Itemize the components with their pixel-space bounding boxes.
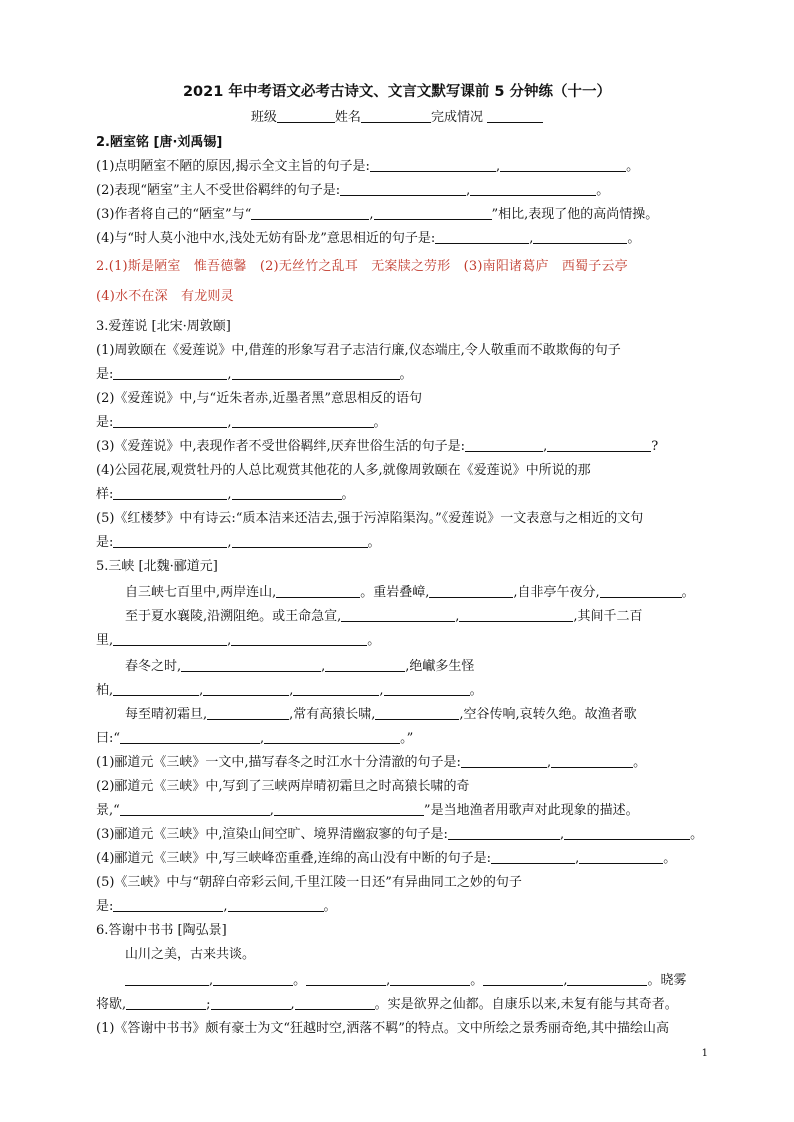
student-info-line <box>0 106 794 125</box>
answer-blank[interactable] <box>600 584 682 598</box>
answer-blank[interactable] <box>113 898 223 912</box>
answer-blank[interactable] <box>390 972 470 986</box>
question-line: (3)作者将自己的“陋室”与“ , ”相比,表现了他的高尚情操。 <box>96 207 659 222</box>
answer-blank[interactable] <box>231 632 367 646</box>
answer-blank[interactable] <box>207 706 289 720</box>
answer-blank[interactable] <box>429 584 513 598</box>
question-line: (5)《红楼梦》中有诗云:“质本洁来还洁去,强于污淖陷渠沟。”《爱莲说》一文表意与之相近的文句 <box>96 511 644 526</box>
answer-blank[interactable] <box>213 972 293 986</box>
name-label: 姓名 <box>334 110 361 125</box>
question-line: 样: , 。 <box>96 487 355 502</box>
answer-blank[interactable] <box>120 802 270 816</box>
passage-line: 柏, , , , 。 <box>96 683 483 698</box>
answer-blank[interactable] <box>579 850 663 864</box>
answer-blank[interactable] <box>293 682 379 696</box>
question-line: (5)《三峡》中与“朝辞白帝彩云间,千里江陵一日还”有异曲同工之妙的句子 <box>96 875 522 890</box>
answer-blank[interactable] <box>341 608 455 622</box>
answer-blank[interactable] <box>435 230 529 244</box>
answer-blank[interactable] <box>113 534 227 548</box>
answer-blank[interactable] <box>567 972 647 986</box>
class-label: 班级 <box>250 110 277 125</box>
answer-blank[interactable] <box>113 486 227 500</box>
answer-blank[interactable] <box>113 414 227 428</box>
question-line: 是: , 。 <box>96 415 387 430</box>
question-line: 是: , 。 <box>96 899 337 914</box>
question-line: (2)表现“陋室”主人不受世俗羁绊的句子是: , 。 <box>96 183 610 198</box>
name-blank[interactable] <box>361 109 431 123</box>
answer-blank[interactable] <box>325 658 405 672</box>
question-line: 是: , 。 <box>96 535 381 550</box>
question-line: (4)与“时人莫小池中水,浅处无妨有卧龙”意思相近的句子是: , 。 <box>96 231 641 246</box>
answer-key-line: (4)水不在深 有龙则灵 <box>96 289 234 304</box>
page-number: 1 <box>701 1048 708 1059</box>
section-heading: 3.爱莲说 [北宋·周敦颐] <box>96 319 231 334</box>
answer-blank[interactable] <box>274 802 424 816</box>
question-line: (3)郦道元《三峡》中,渲染山间空旷、境界清幽寂寥的句子是: , 。 <box>96 827 704 842</box>
passage-line: 曰:“ , 。” <box>96 731 414 746</box>
question-line: (1)周敦颐在《爱莲说》中,借莲的形象写君子志洁行廉,仪态端庄,令人敬重而不敢欺侮的句子 <box>96 343 621 358</box>
answer-blank[interactable] <box>470 182 596 196</box>
section-heading: 2.陋室铭 [唐·刘禹锡] <box>96 135 223 150</box>
answer-blank[interactable] <box>547 438 651 452</box>
answer-blank[interactable] <box>181 658 321 672</box>
status-label: 完成情况 <box>430 110 483 125</box>
answer-blank[interactable] <box>374 206 492 220</box>
question-line: (2)《爱莲说》中,与“近朱者赤,近墨者黑”意思相反的语句 <box>96 391 422 406</box>
answer-blank[interactable] <box>340 182 466 196</box>
answer-blank[interactable] <box>465 438 543 452</box>
question-line: 景,“ , ”是当地渔者用歌声对此现象的描述。 <box>96 803 639 818</box>
answer-blank[interactable] <box>113 632 227 646</box>
answer-blank[interactable] <box>113 366 227 380</box>
passage-line: 里, , 。 <box>96 633 381 648</box>
passage-line: , 。 , 。 , 。晓雾 <box>125 972 712 990</box>
passage-line: 春冬之时, , ,绝𪩘多生怪 <box>125 659 475 674</box>
answer-blank[interactable] <box>228 898 324 912</box>
answer-blank[interactable] <box>113 682 199 696</box>
question-line: 是: , 。 <box>96 367 413 382</box>
status-blank[interactable] <box>487 109 543 123</box>
answer-blank[interactable] <box>232 414 374 428</box>
question-line: (1)点明陋室不陋的原因,揭示全文主旨的句子是: , 。 <box>96 159 640 174</box>
question-line: (3)《爱莲说》中,表现作者不受世俗羁绊,厌弃世俗生活的句子是: , ? <box>96 439 659 454</box>
answer-blank[interactable] <box>251 206 369 220</box>
answer-blank[interactable] <box>306 972 386 986</box>
question-line: (1)郦道元《三峡》一文中,描写春冬之时江水十分清澈的句子是: , 。 <box>96 755 647 770</box>
answer-blank[interactable] <box>126 996 206 1010</box>
answer-blank[interactable] <box>120 730 260 744</box>
answer-blank[interactable] <box>459 608 573 622</box>
answer-blank[interactable] <box>211 996 291 1010</box>
answer-blank[interactable] <box>491 850 575 864</box>
section-heading: 6.答谢中书书 [陶弘景] <box>96 923 227 938</box>
passage-line: 山川之美，古来共谈。 <box>125 947 256 962</box>
answer-blank[interactable] <box>295 996 375 1010</box>
answer-blank[interactable] <box>448 826 560 840</box>
question-line: (2)郦道元《三峡》中,写到了三峡两岸晴初霜旦之时高猿长啸的奇 <box>96 779 470 794</box>
passage-line: 自三峡七百里中,两岸连山, 。重岩叠嶂, ,自非亭午夜分, 。 <box>125 585 695 600</box>
page-title: 2021 年中考语文必考古诗文、文言文默写课前 5 分钟练（十一） <box>182 84 612 100</box>
answer-blank[interactable] <box>264 730 400 744</box>
answer-blank[interactable] <box>232 366 400 380</box>
answer-blank[interactable] <box>203 682 289 696</box>
answer-blank[interactable] <box>384 682 470 696</box>
answer-blank[interactable] <box>125 972 209 986</box>
answer-blank[interactable] <box>551 754 633 768</box>
answer-blank[interactable] <box>500 158 626 172</box>
question-line: (4)郦道元《三峡》中,写三峡峰峦重叠,连绵的高山没有中断的句子是: , 。 <box>96 851 677 866</box>
passage-line: 每至晴初霜旦, ,常有高猿长啸, ,空谷传响,哀转久绝。故渔者歌 <box>125 707 637 722</box>
answer-blank[interactable] <box>564 826 690 840</box>
passage-line: 至于夏水襄陵,沿溯阻绝。或王命急宣, , ,其间千二百 <box>125 609 643 624</box>
question-line: (4)公园花展,观赏牡丹的人总比观赏其他花的人多,就像周敦颐在《爱莲说》中所说的那 <box>96 463 591 478</box>
answer-blank[interactable] <box>375 706 459 720</box>
answer-blank[interactable] <box>276 584 360 598</box>
answer-blank[interactable] <box>483 972 563 986</box>
answer-blank[interactable] <box>461 754 547 768</box>
passage-line: 将歇, ; , 。实是欲界之仙都。自康乐以来,未复有能与其奇者。 <box>96 997 678 1012</box>
answer-blank[interactable] <box>370 158 496 172</box>
question-line: (1)《答谢中书书》颇有豪士为文“狂越时空,洒落不羁”的特点。文中所绘之景秀丽奇绝,其中描绘山高 <box>96 1021 669 1036</box>
answer-blank[interactable] <box>232 534 368 548</box>
class-blank[interactable] <box>277 109 335 123</box>
section-heading: 5.三峡 [北魏·郦道元] <box>96 559 218 574</box>
answer-key-line: 2.(1)斯是陋室 惟吾德馨 (2)无丝竹之乱耳 无案牍之劳形 (3)南阳诸葛庐 西蜀子云亭 <box>96 259 628 274</box>
answer-blank[interactable] <box>232 486 342 500</box>
answer-blank[interactable] <box>533 230 627 244</box>
